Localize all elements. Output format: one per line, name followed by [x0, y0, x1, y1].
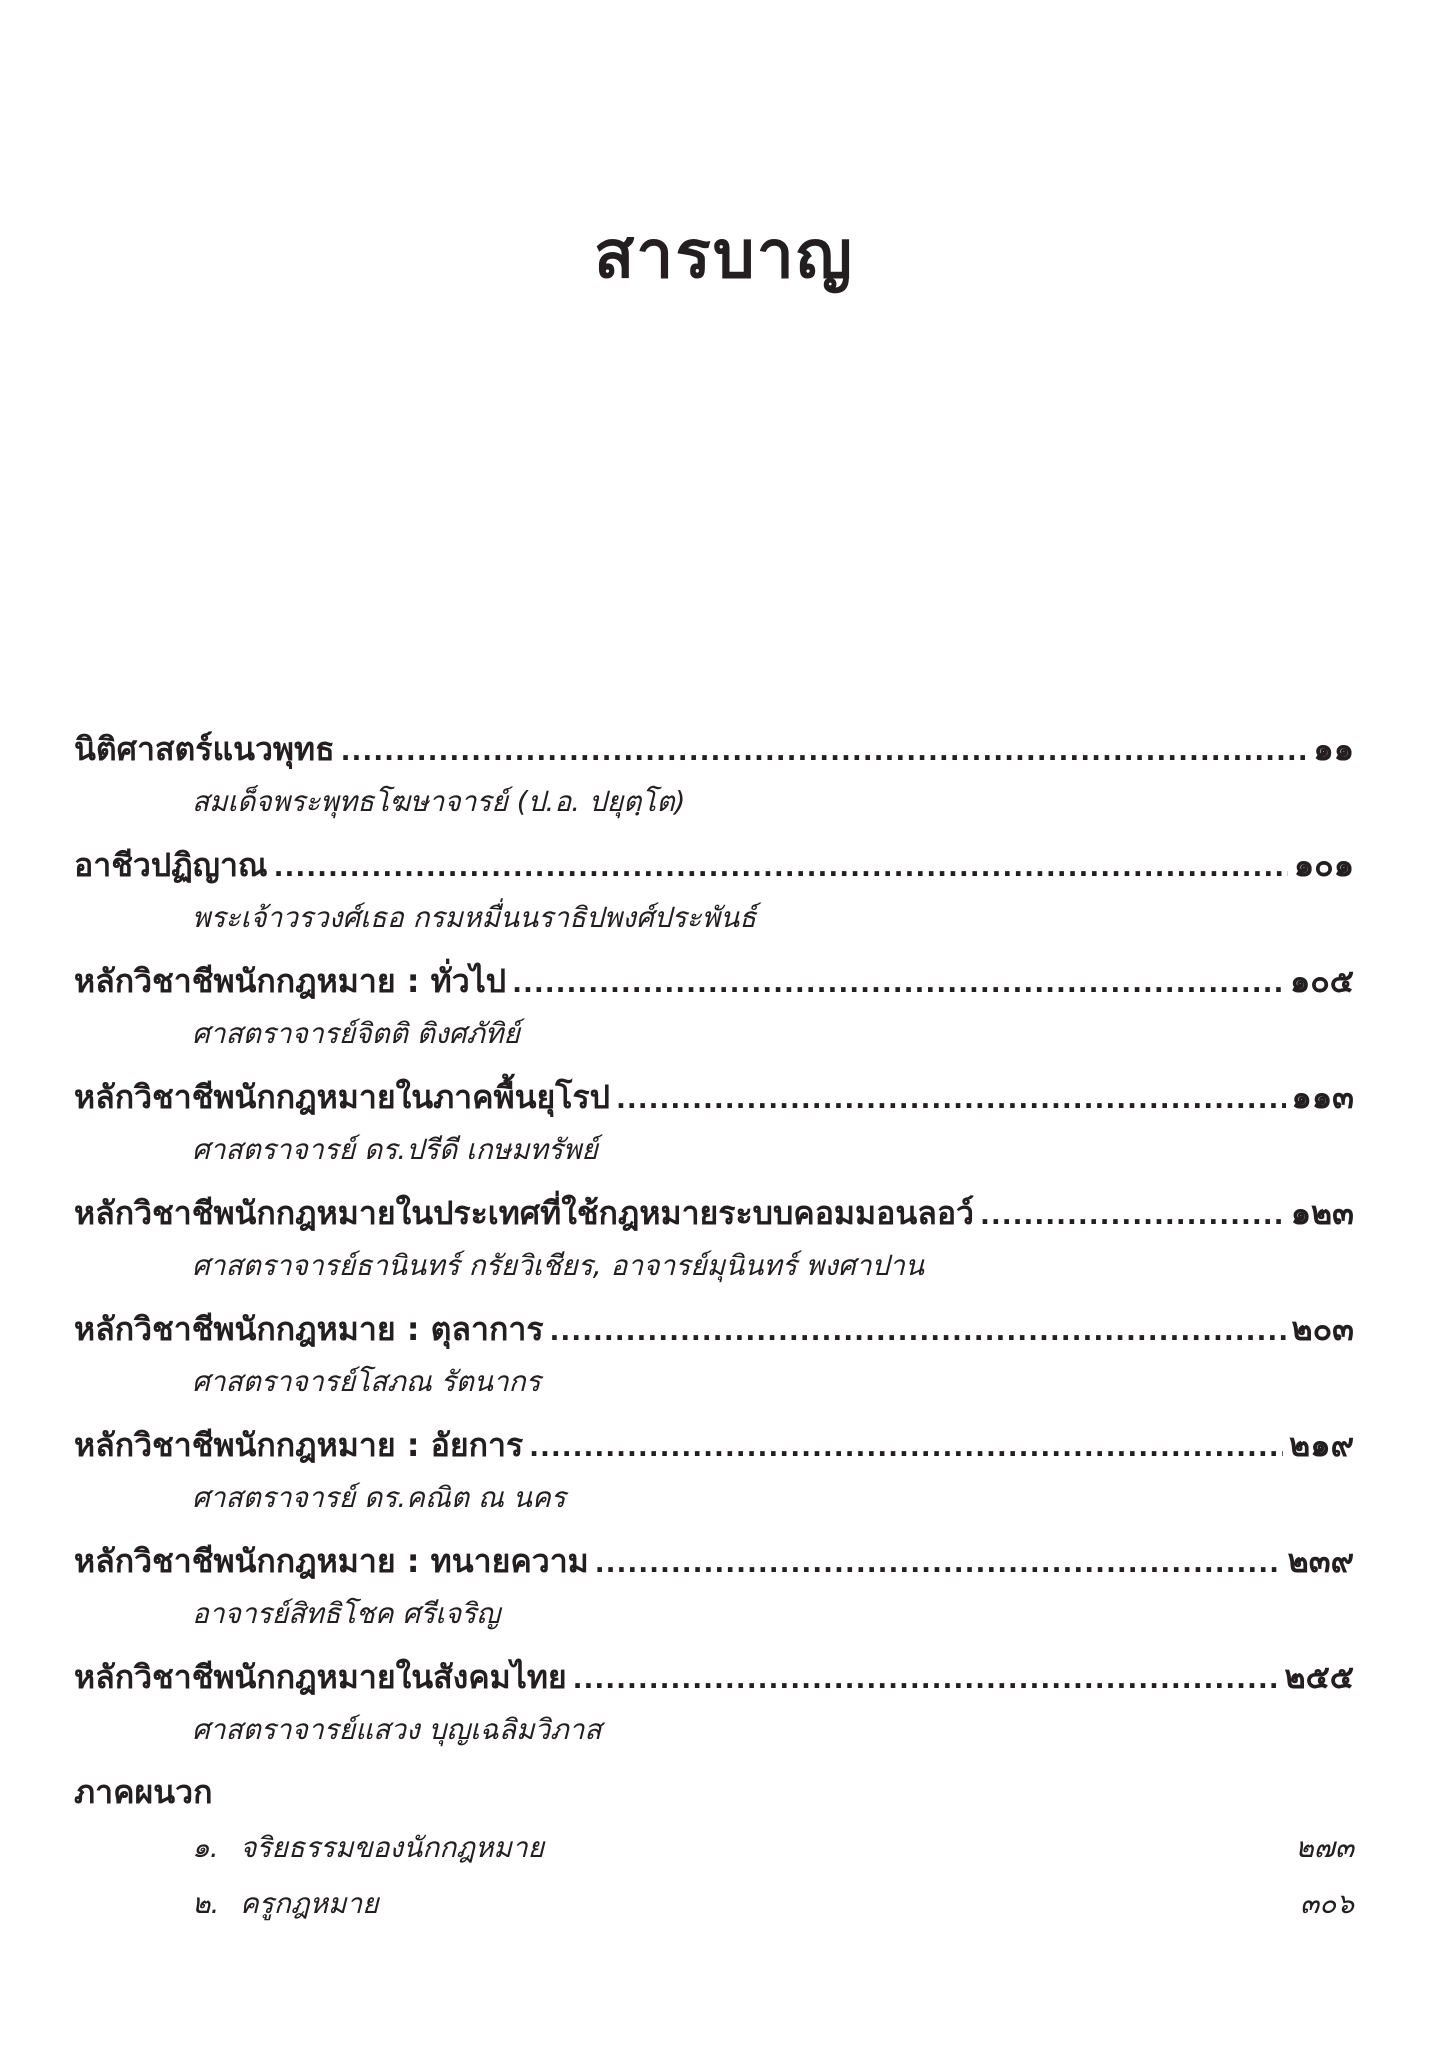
appendix-item-label: จริยธรรมของนักกฎหมาย	[240, 1831, 544, 1864]
toc-entry-line	[74, 1652, 1354, 1702]
toc-entry-page: ๑๑	[1313, 730, 1354, 768]
toc-entry-author: ศาสตราจารย์แสวง บุญเฉลิมวิภาส	[192, 1713, 602, 1746]
appendix-item	[74, 1876, 1354, 1932]
page-title: สารบาญ	[594, 216, 854, 293]
toc-entry-page: ๑๑๓	[1291, 1078, 1354, 1116]
appendix-heading: ภาคผนวก	[74, 1773, 213, 1811]
dot-leader	[529, 1423, 1283, 1473]
toc-entry-title: หลักวิชาชีพนักกฎหมายในประเทศที่ใช้กฎหมายระบบคอมมอนลอว์	[74, 1194, 974, 1232]
toc-entry-author: ศาสตราจารย์ธานินทร์ กรัยวิเชียร, อาจารย์มุนินทร์ พงศาปาน	[192, 1249, 925, 1282]
toc-entry-line	[74, 1072, 1354, 1122]
toc-entry-title: อาชีวปฏิญาณ	[74, 846, 268, 884]
toc-entry-page: ๒๓๙	[1287, 1542, 1354, 1580]
toc-entry-page: ๑๒๓	[1290, 1194, 1354, 1232]
toc-entry-author: ศาสตราจารย์ ดร.ปรีดี เกษมทรัพย์	[192, 1133, 598, 1166]
toc-entry	[74, 1536, 1354, 1652]
toc-entry-line	[74, 840, 1354, 890]
toc-entry-title: หลักวิชาชีพนักกฎหมายในภาคพื้นยุโรป	[74, 1078, 610, 1116]
toc-entry-author: ศาสตราจารย์จิตติ ติงศภัทิย์	[192, 1017, 520, 1050]
dot-leader	[341, 727, 1308, 777]
toc-entry-author: ศาสตราจารย์ ดร.คณิต ณ นคร	[192, 1481, 566, 1514]
toc-entry	[74, 840, 1354, 956]
toc-entry-author: ศาสตราจารย์โสภณ รัตนากร	[192, 1365, 541, 1398]
toc-entry-line	[74, 1420, 1354, 1470]
toc-entry-title: หลักวิชาชีพนักกฎหมาย : ตุลาการ	[74, 1310, 544, 1348]
toc-entry-title: หลักวิชาชีพนักกฎหมาย : ทั่วไป	[74, 962, 507, 1000]
toc-entry-page: ๑๐๑	[1293, 846, 1354, 884]
toc-entry-title: หลักวิชาชีพนักกฎหมายในสังคมไทย	[74, 1658, 567, 1696]
toc-entry-line	[74, 724, 1354, 774]
dot-leader	[274, 843, 1288, 893]
toc-entry-author: สมเด็จพระพุทธโฆษาจารย์ (ป.อ. ปยุตฺโต)	[192, 785, 686, 818]
dot-leader	[980, 1191, 1285, 1241]
dot-leader	[512, 959, 1284, 1009]
dot-leader	[616, 1075, 1286, 1125]
toc-entry-line	[74, 1188, 1354, 1238]
toc-entry-line	[74, 1304, 1354, 1354]
toc-entry	[74, 956, 1354, 1072]
toc-entry-line	[74, 956, 1354, 1006]
toc-entry-title: หลักวิชาชีพนักกฎหมาย : ทนายความ	[74, 1542, 589, 1580]
toc-entry-title: หลักวิชาชีพนักกฎหมาย : อัยการ	[74, 1426, 524, 1464]
toc-entry-page: ๒๕๕	[1284, 1658, 1354, 1696]
appendix-item	[74, 1820, 1354, 1876]
toc-entry-line	[74, 1536, 1354, 1586]
dot-leader	[573, 1655, 1279, 1705]
toc-entry	[74, 1188, 1354, 1304]
appendix-item-page: ๓๐๖	[1299, 1887, 1354, 1920]
appendix-item-number: ๑.	[192, 1831, 219, 1864]
toc-entry-page: ๒๐๓	[1291, 1310, 1354, 1348]
toc-entry	[74, 724, 1354, 840]
toc-entry-title: นิติศาสตร์แนวพุทธ	[74, 730, 335, 768]
toc-entry-author: อาจารย์สิทธิโชค ศรีเจริญ	[192, 1597, 501, 1630]
appendix-section	[74, 1764, 1354, 1932]
toc-entry	[74, 1072, 1354, 1188]
appendix-item-label: ครูกฎหมาย	[240, 1887, 379, 1920]
toc-list	[74, 724, 1354, 1768]
appendix-item-page: ๒๗๓	[1295, 1831, 1354, 1864]
toc-entry-page: ๒๑๙	[1289, 1426, 1354, 1464]
toc-entry-page: ๑๐๕	[1289, 962, 1354, 1000]
dot-leader	[550, 1307, 1286, 1357]
toc-entry	[74, 1304, 1354, 1420]
appendix-item-number: ๒.	[192, 1887, 220, 1920]
toc-entry	[74, 1420, 1354, 1536]
toc-entry	[74, 1652, 1354, 1768]
dot-leader	[595, 1539, 1282, 1589]
toc-entry-author: พระเจ้าวรวงศ์เธอ กรมหมื่นนราธิปพงศ์ประพันธ์	[192, 901, 757, 934]
